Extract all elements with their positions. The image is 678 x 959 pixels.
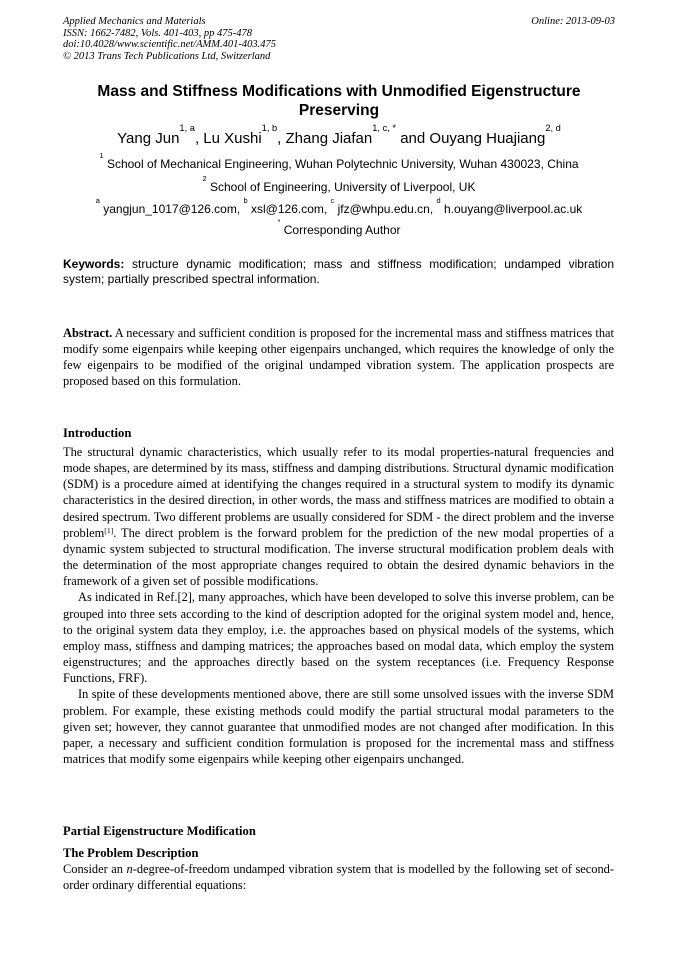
- paper-title: Mass and Stiffness Modifications with Unmodified Eigenstructure Preserving: [97, 83, 581, 119]
- citation-link[interactable]: [1]: [104, 525, 114, 535]
- introduction-heading: Introduction: [63, 426, 132, 440]
- abstract-text: A necessary and sufficient condition is proposed for the incremental mass and stiffness matrices that modify some eigenpairs while keeping other eigenpairs unchanged, which requires the knowledge of only the few eigenpairs to be modified of the original undamped vibration system. The application prospects are proposed based on this formulation.: [63, 326, 614, 389]
- intro-paragraph-3: In spite of these developments mentioned above, there are still some unsolved issues with the inverse SDM problem. For example, these existing methods could modify the partial structural modal parameters to the given set; however, they cannot guarantee that unmodified modes are not changed after modification. In this paper, a necessary and sufficient condition formulation is proposed for the incremental mass and stiffness matrices that modify some eigenpairs while keeping other eigenpairs unchanged.: [63, 687, 614, 766]
- author-name: Yang Jun: [117, 130, 180, 147]
- email-link[interactable]: yangjun_1017@126.com: [103, 202, 237, 216]
- section-heading: Partial Eigenstructure Modification: [63, 824, 256, 838]
- intro-paragraph-1: [63, 444, 614, 589]
- email-mark: c: [330, 195, 335, 205]
- author-emails: $^a$ yangjun_1017@126.com, $^b$ xsl@126.com, $^c$ jfz@whpu.edu.cn, $^d$ h.ouyang@liverpool.ac.uk: [95, 195, 583, 216]
- email-link[interactable]: xsl@126.com: [251, 202, 324, 216]
- author-list: [40, 123, 638, 148]
- corresponding-mark: *: [277, 216, 281, 226]
- corresponding-author-note: [30, 216, 648, 237]
- keywords-block: [63, 257, 614, 286]
- subsection-heading: The Problem Description: [63, 846, 199, 860]
- author-affiliation-mark: 2, d: [545, 123, 561, 134]
- affiliation-mark: 2: [202, 173, 207, 183]
- author-affiliation-mark: 1, c, *: [372, 123, 397, 134]
- author-name: Zhang Jiafan: [285, 130, 373, 147]
- author-affiliation-mark: 1, a: [179, 123, 195, 134]
- intro-p1-text-a: The structural dynamic characteristics, which usually refer to its modal properties-natural frequencies and mode shapes, are determined by its mass, stiffness and damping distributions. Structural dynamic modification (SDM) is a procedure aimed at identifying the changes required in a structural system to modify its dynamic characteristics in the desired direction, in other words, the mass and stiffness matrices are modified to obtain a desired spectrum. Two different problems are usually considered for SDM - the direct problem and the inverse problem: [63, 445, 614, 540]
- intro-p1-text-b: . The direct problem is the forward problem for the prediction of the new modal properties of a dynamic system subjected to structural modification. The inverse structural modification problem deals with the determination of the most appropriate changes required to obtain the desired dynamic behaviors in the framework of a given set of possible modifications.: [63, 525, 614, 589]
- email-mark: a: [95, 195, 100, 205]
- corresponding-text: Corresponding Author: [283, 223, 401, 237]
- issn-line: ISSN: 1662-7482, Vols. 401-403, pp 475-478: [63, 27, 252, 39]
- author-name: Lu Xushi: [203, 130, 262, 147]
- email-mark: d: [436, 195, 441, 205]
- affiliation-text: School of Engineering, University of Liverpool, UK: [210, 180, 476, 194]
- keywords-label: Keywords:: [63, 257, 125, 271]
- keywords-text: structure dynamic modification; mass and stiffness modification; undamped vibration system; partially prescribed spectral information.: [63, 257, 614, 286]
- copyright-line: © 2013 Trans Tech Publications Ltd, Switzerland: [63, 50, 271, 62]
- introduction-body: [63, 444, 614, 767]
- email-link[interactable]: h.ouyang@liverpool.ac.uk: [444, 202, 583, 216]
- author-affiliation-mark: 1, b: [261, 123, 278, 134]
- author-separator: ,: [277, 130, 286, 147]
- author-conjunction: and: [396, 130, 430, 147]
- doi-line: doi:10.4028/www.scientific.net/AMM.401-403.475: [63, 39, 276, 50]
- author-separator: ,: [194, 130, 204, 147]
- online-date: Online: 2013-09-03: [531, 16, 615, 27]
- problem-paragraph: [63, 861, 614, 893]
- author-name: Ouyang Huajiang: [429, 130, 546, 147]
- journal-header: [63, 16, 276, 62]
- journal-name: Applied Mechanics and Materials: [63, 16, 206, 27]
- variable-n: n: [126, 862, 133, 876]
- email-link[interactable]: jfz@whpu.edu.cn: [337, 202, 430, 216]
- affiliation-1: [30, 150, 648, 171]
- problem-description-body: [63, 861, 614, 893]
- problem-text-a: Consider an: [63, 862, 127, 876]
- affiliation-text: School of Mechanical Engineering, Wuhan Polytechnic University, Wuhan 430023, China: [106, 157, 579, 171]
- email-mark: b: [243, 195, 248, 205]
- abstract-label: Abstract.: [63, 326, 113, 340]
- problem-text-b: -degree-of-freedom undamped vibration system that is modelled by the following set of second-order ordinary differential equations:: [63, 862, 614, 893]
- affiliation-mark: 1: [99, 150, 104, 160]
- affiliation-2: [30, 173, 648, 194]
- abstract-block: [63, 325, 614, 390]
- intro-paragraph-2: As indicated in Ref.[2], many approaches, which have been developed to solve this inverse problem, can be grouped into three sets according to the kind of description adopted for the original system model and, hence, to the original system data they employ, i.e. the approaches based on physical models of the systems, which employ mass, stiffness and damping matrices; the approaches based on modal data, which employ the system eigenstructures; and the approaches directly based on the system receptances (i.e. Frequency Response Functions, FRF).: [63, 590, 614, 686]
